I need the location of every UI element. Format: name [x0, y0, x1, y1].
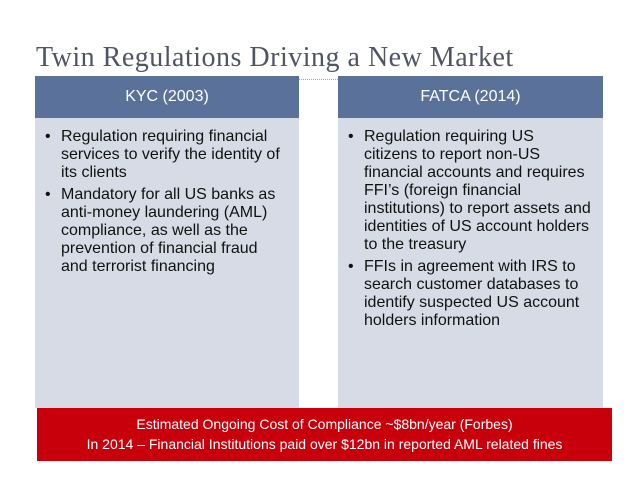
kyc-bullet-text: Mandatory for all US banks as anti-money laundering (AML) compliance, as well as the prevention of financial fraud and terrorist financing: [61, 186, 276, 275]
fatca-bullet-text: Regulation requiring US citizens to report non-US financial accounts and requires FFI’s (foreign financial institutions) to report assets and identities of US account holders to the treasury: [364, 128, 591, 253]
kyc-column-body: [35, 118, 299, 408]
fatca-bullet-item: [347, 128, 591, 254]
banner-line-fines: In 2014 – Financial Institutions paid over $12bn in reported AML related fines: [86, 436, 563, 452]
bullet-icon: •: [45, 128, 51, 145]
fatca-bullet-list: [347, 128, 591, 330]
compliance-cost-banner: [37, 408, 612, 461]
fatca-column-body: [338, 118, 603, 408]
kyc-bullet-text: Regulation requiring financial services to verify the identity of its clients: [61, 128, 280, 181]
banner-line-cost: Estimated Ongoing Cost of Compliance ~$8bn/year (Forbes): [136, 416, 513, 432]
bullet-icon: •: [348, 128, 354, 145]
kyc-bullet-item: [44, 128, 287, 182]
fatca-bullet-item: [347, 258, 591, 330]
fatca-bullet-text: FFIs in agreement with IRS to search customer databases to identify suspected US account holders information: [364, 258, 580, 329]
bullet-icon: •: [348, 258, 354, 275]
slide-title: Twin Regulations Driving a New Market: [36, 42, 514, 73]
kyc-column-header: KYC (2003): [35, 76, 299, 118]
kyc-bullet-list: [44, 128, 287, 276]
fatca-column-header: FATCA (2014): [338, 76, 603, 118]
bullet-icon: •: [45, 186, 51, 203]
kyc-bullet-item: [44, 186, 287, 276]
